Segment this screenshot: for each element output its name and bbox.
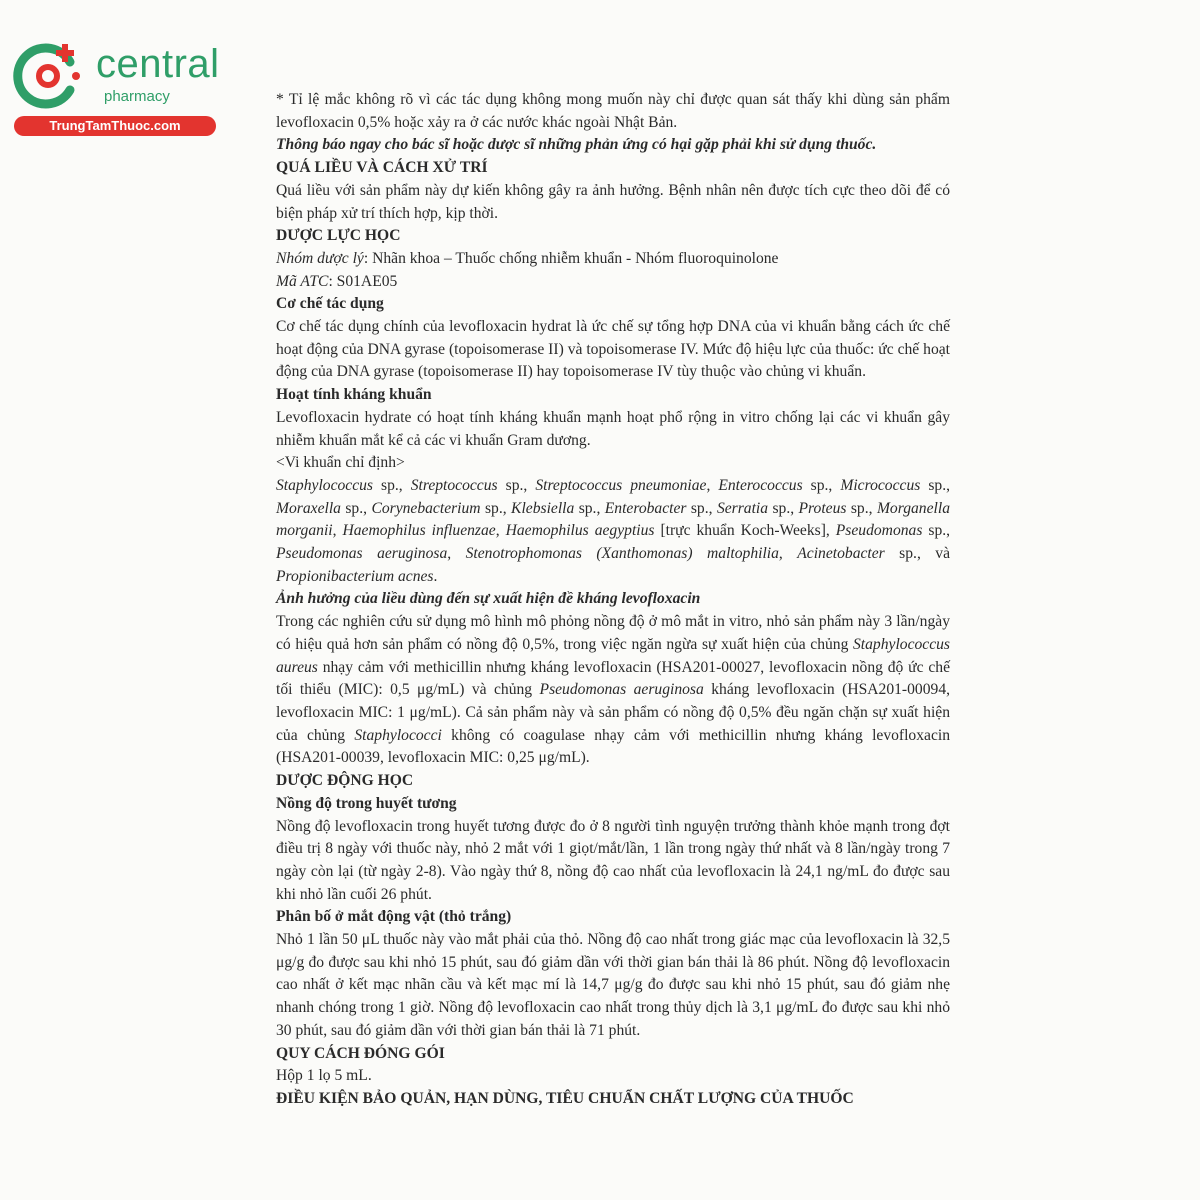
bacteria-name: Corynebacterium bbox=[371, 499, 481, 517]
notify-notice: Thông báo ngay cho bác sĩ hoặc dược sĩ những phản ứng có hại gặp phải khi sử dụng thuốc. bbox=[276, 136, 877, 154]
leaflet-text bbox=[276, 89, 950, 1111]
bacteria-name: Staphylococcus bbox=[276, 476, 373, 494]
distribution-text: Nhỏ 1 lần 50 μL thuốc này vào mắt phải của thỏ. Nồng độ cao nhất trong giác mạc của levofloxacin là 32,5 μg/g đo được sau khi nhỏ 15 phút, sau đó giảm dần với thời gian bán thải là 86 phút. Nồng độ levofloxacin cao nhất ở kết mạc nhãn cầu và kết mạc mí là 14,7 μg/g đo được sau khi nhỏ 15 phút, sau đó giảm nhẹ nhanh chóng trong 1 giờ. Nồng độ levofloxacin cao nhất trong thủy dịch là 3,1 μg/mL đo được sau khi nhỏ 30 phút, sau đó giảm dần với thời gian bán thải là 71 phút. bbox=[276, 931, 950, 1039]
resistance-text-run: Staphylococcus aureus bbox=[276, 635, 950, 676]
group-label: Nhóm dược lý bbox=[276, 249, 364, 267]
bacteria-name: sp., bbox=[686, 499, 717, 517]
unknown-frequency-note: * Tỉ lệ mắc không rõ vì các tác dụng không mong muốn này chỉ được quan sát thấy khi dùng sản phẩm levofloxacin 0,5% hoặc xảy ra ở các nước khác ngoài Nhật Bản. bbox=[276, 91, 950, 131]
packaging-text: Hộp 1 lọ 5 mL. bbox=[276, 1067, 372, 1085]
bacteria-name: sp., bbox=[574, 499, 605, 517]
bacteria-name: Haemophilus influenzae bbox=[342, 522, 496, 540]
activity-heading: Hoạt tính kháng khuẩn bbox=[276, 386, 432, 404]
bacteria-name: , bbox=[706, 476, 719, 494]
pharmacodynamics-heading: DƯỢC LỰC HỌC bbox=[276, 227, 401, 245]
resistance-text-run: kháng levofloxacin (HSA201-00094, levofloxacin MIC: 1 μg/mL). Cả sản phẩm này và sản phẩm có nồng độ 0,5% đều ngăn chặn sự xuất hiện của chủng bbox=[276, 681, 951, 744]
central-pharmacy-logo-icon bbox=[12, 40, 84, 112]
bacteria-name: Morganella morganii bbox=[276, 499, 950, 540]
group-value: : Nhãn khoa – Thuốc chống nhiễm khuẩn - Nhóm fluoroquinolone bbox=[363, 249, 779, 267]
bacteria-name: sp., bbox=[768, 499, 799, 517]
resistance-text-run: nhạy cảm với methicillin nhưng kháng levofloxacin (HSA201-00027, levofloxacin nồng độ ức chế tối thiểu (MIC): 0,5 μg/mL) và chủng bbox=[276, 658, 950, 699]
bacteria-name: [trực khuẩn Koch-Weeks], bbox=[654, 522, 836, 540]
bacteria-name: , bbox=[778, 545, 798, 563]
bacteria-name: Haemophilus aegyptius bbox=[505, 522, 655, 540]
bacteria-name: Acinetobacter bbox=[797, 545, 885, 563]
bacteria-name: Klebsiella bbox=[511, 499, 575, 517]
bacteria-name: sp., bbox=[373, 476, 411, 494]
atc-code bbox=[276, 271, 950, 294]
bacteria-name: Proteus bbox=[798, 499, 847, 517]
logo-name: central bbox=[96, 42, 220, 86]
resistance-heading: Ảnh hưởng của liều dùng đến sự xuất hiện đề kháng levofloxacin bbox=[276, 590, 701, 608]
indicated-bacteria-label: <Vi khuẩn chỉ định> bbox=[276, 454, 405, 472]
bacteria-name: Streptococcus pneumoniae bbox=[535, 476, 707, 494]
overdose-text: Quá liều với sản phẩm này dự kiến không gây ra ảnh hưởng. Bệnh nhân nên được tích cực theo dõi để có biện pháp xử trí thích hợp, kịp thời. bbox=[276, 181, 950, 222]
bacteria-name: Enterococcus bbox=[718, 476, 803, 494]
bacteria-list bbox=[276, 475, 950, 589]
packaging-heading: QUY CÁCH ĐÓNG GÓI bbox=[276, 1044, 445, 1062]
resistance-text-run: không có coagulase nhạy cảm với methicillin nhưng kháng levofloxacin (HSA201-00039, levofloxacin MIC: 0,25 μg/mL). bbox=[276, 726, 951, 767]
plasma-text: Nồng độ levofloxacin trong huyết tương được đo ở 8 người tình nguyện trưởng thành khỏe mạnh trong đợt điều trị 8 ngày với thuốc này, nhỏ 2 mắt với 1 giọt/mắt/lần, 1 lần trong ngày thứ nhất và 8 lần/ngày trong 7 ngày còn lại (từ ngày 2-8). Vào ngày thứ 8, nồng độ cao nhất của levofloxacin là 24,1 ng/mL đo được sau khi nhỏ lần cuối 26 phút. bbox=[276, 817, 950, 903]
bacteria-name: Propionibacterium acnes bbox=[276, 567, 434, 585]
resistance-text-run: Trong các nghiên cứu sử dụng mô hình mô phỏng nồng độ ở mô mắt in vitro, nhỏ sản phẩm này 3 lần/ngày có hiệu quả hơn sản phẩm có nồng độ 0,5%, trong việc ngăn ngừa sự xuất hiện của chủng bbox=[276, 613, 950, 653]
activity-text: Levofloxacin hydrate có hoạt tính kháng khuẩn mạnh hoạt phổ rộng in vitro chống lại các vi khuẩn gây nhiễm khuẩn mắt kể cả các vi khuẩn Gram dương. bbox=[276, 408, 950, 449]
resistance-text bbox=[276, 611, 950, 770]
bacteria-name: sp., bbox=[802, 476, 841, 494]
bacteria-name: Streptococcus bbox=[410, 476, 498, 494]
mechanism-heading: Cơ chế tác dụng bbox=[276, 295, 384, 313]
bacteria-name: . bbox=[433, 567, 438, 585]
plasma-heading: Nồng độ trong huyết tương bbox=[276, 794, 457, 812]
overdose-heading: QUÁ LIỀU VÀ CÁCH XỬ TRÍ bbox=[276, 159, 488, 177]
bacteria-name: Serratia bbox=[716, 499, 769, 517]
bacteria-name: sp., bbox=[846, 499, 877, 517]
bacteria-name: sp., bbox=[340, 499, 372, 517]
mechanism-text: Cơ chế tác dụng chính của levofloxacin hydrat là ức chế sự tổng hợp DNA của vi khuẩn bằng cách ức chế hoạt động của DNA gyrase (topoisomerase II) và topoisomerase IV. Mức độ hiệu lực của thuốc: ức chế hoạt động của DNA gyrase (topoisomerase II) hay topoisomerase IV tùy thuộc vào chủng vi khuẩn. bbox=[276, 318, 950, 381]
central-pharmacy-logo bbox=[8, 36, 218, 136]
bacteria-name: , bbox=[332, 522, 343, 540]
bacteria-name: , bbox=[495, 522, 506, 540]
resistance-text-run: Pseudomonas aeruginosa bbox=[539, 681, 704, 699]
bacteria-name: Enterobacter bbox=[604, 499, 687, 517]
atc-label: Mã ATC bbox=[276, 272, 329, 290]
pharmacological-group bbox=[276, 248, 950, 271]
bacteria-name: Pseudomonas bbox=[835, 522, 923, 540]
logo-subtitle: pharmacy bbox=[104, 88, 170, 105]
bacteria-name: sp., và bbox=[884, 545, 951, 563]
bacteria-name: , bbox=[447, 545, 466, 563]
resistance-text-run: Staphylococci bbox=[354, 726, 442, 744]
bacteria-name: sp., bbox=[480, 499, 512, 517]
bacteria-name: sp., bbox=[922, 522, 951, 540]
pharmacokinetics-heading: DƯỢC ĐỘNG HỌC bbox=[276, 772, 414, 790]
bacteria-name: sp., bbox=[497, 476, 536, 494]
bacteria-name: sp., bbox=[920, 476, 951, 494]
bacteria-name: Moraxella bbox=[276, 499, 341, 517]
bacteria-name: Micrococcus bbox=[840, 476, 921, 494]
storage-heading: ĐIỀU KIỆN BẢO QUẢN, HẠN DÙNG, TIÊU CHUẨN CHẤT LƯỢNG CỦA THUỐC bbox=[276, 1089, 854, 1107]
bacteria-name: Pseudomonas aeruginosa bbox=[276, 545, 448, 563]
logo-url-banner: TrungTamThuoc.com bbox=[14, 116, 216, 136]
distribution-heading: Phân bố ở mắt động vật (thỏ trắng) bbox=[276, 908, 512, 926]
bacteria-name: Stenotrophomonas (Xanthomonas) maltophilia bbox=[465, 545, 779, 563]
atc-value: : S01AE05 bbox=[328, 272, 398, 290]
